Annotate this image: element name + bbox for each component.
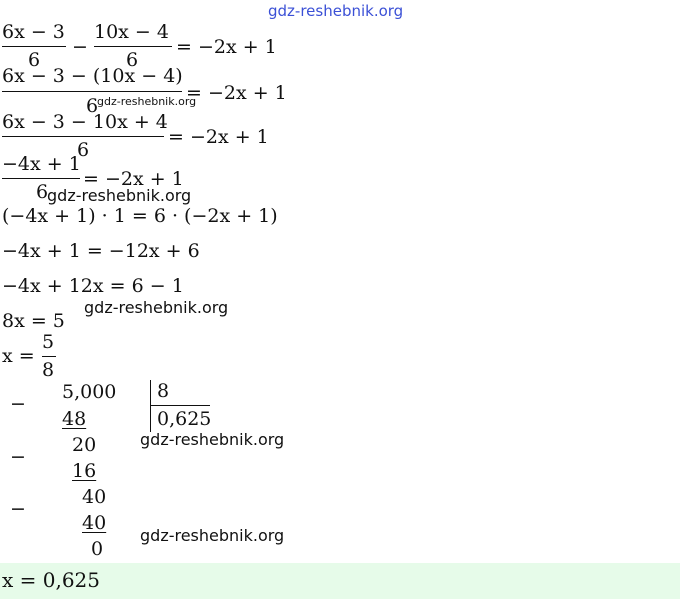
division-minus-1: −: [10, 393, 26, 415]
denominator: 6: [86, 95, 99, 117]
equation-rhs: = −2x + 1: [186, 82, 287, 104]
fraction-bar: [2, 46, 66, 47]
numerator: 10x − 4: [94, 21, 169, 43]
minus-sign: −: [72, 36, 88, 58]
watermark: gdz-reshebnik.org: [140, 526, 285, 545]
fraction-bar: [2, 178, 80, 179]
numerator: 6x − 3: [2, 21, 65, 43]
equation-rhs: = −2x + 1: [176, 36, 277, 58]
division-step3-subtrahend: 40: [82, 512, 107, 534]
equation-line7: −4x + 12x = 6 − 1: [2, 275, 184, 297]
watermark-top: gdz-reshebnik.org: [268, 2, 404, 20]
watermark-small: gdz-reshebnik.org: [97, 95, 197, 108]
equation-rhs: = −2x + 1: [168, 126, 269, 148]
division-divisor: 8: [157, 380, 170, 402]
denominator: 6: [28, 49, 41, 71]
equation-line8: 8x = 5: [2, 310, 65, 332]
division-quotient: 0,625: [157, 408, 212, 430]
fraction-bar: [2, 136, 164, 137]
denominator: 8: [42, 359, 55, 381]
watermark: gdz-reshebnik.org: [84, 298, 229, 317]
division-minus-2: −: [10, 446, 26, 468]
division-minus-3: −: [10, 498, 26, 520]
numerator: 6x − 3 − 10x + 4: [2, 111, 168, 133]
division-step3-remainder: 0: [91, 538, 104, 560]
answer-bar: [0, 563, 680, 599]
denominator: 6: [126, 49, 139, 71]
division-horizontal-line: [150, 405, 210, 406]
division-step1-remainder: 20: [72, 434, 97, 456]
denominator: 6: [36, 181, 49, 203]
watermark: gdz-reshebnik.org: [47, 186, 192, 205]
final-answer: x = 0,625: [2, 568, 101, 592]
equation-line9-lhs: x =: [2, 345, 35, 367]
numerator: 6x − 3 − (10x − 4): [2, 65, 183, 87]
fraction-bar: [94, 46, 172, 47]
denominator: 6: [77, 139, 90, 161]
division-step2-remainder: 40: [82, 486, 107, 508]
fraction-bar: [2, 91, 182, 92]
watermark: gdz-reshebnik.org: [140, 430, 285, 449]
equation-rhs: = −2x + 1: [83, 168, 184, 190]
division-step1-subtrahend: 48: [62, 408, 87, 430]
fraction-bar: [42, 356, 56, 357]
numerator: −4x + 1: [2, 153, 81, 175]
numerator: 5: [42, 331, 55, 353]
equation-line5: (−4x + 1) · 1 = 6 · (−2x + 1): [2, 205, 278, 227]
division-step2-subtrahend: 16: [72, 460, 97, 482]
division-dividend: 5,000: [62, 381, 117, 403]
equation-line6: −4x + 1 = −12x + 6: [2, 240, 200, 262]
